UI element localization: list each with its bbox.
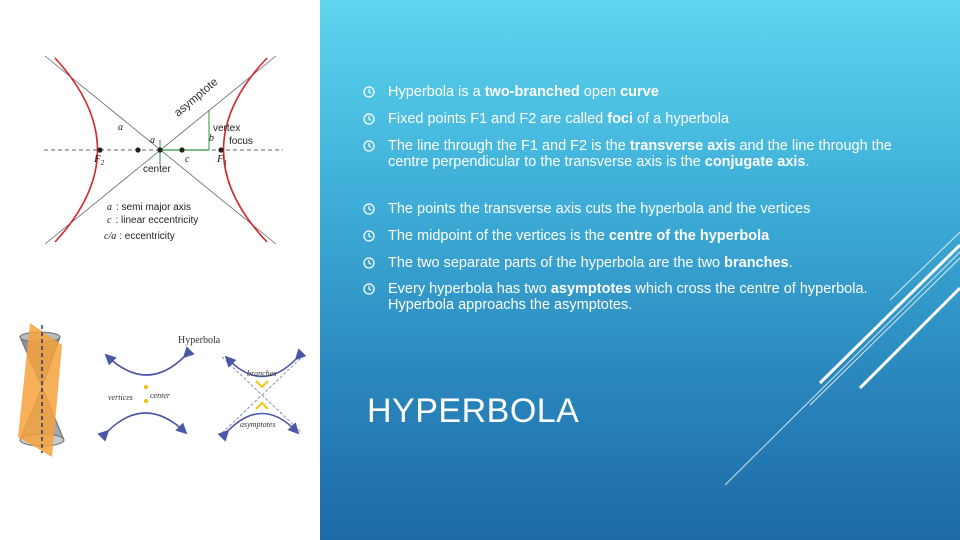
bullet-text-run: The midpoint of the vertices is the xyxy=(388,228,609,244)
left-panel xyxy=(0,0,320,540)
vertex-right-point xyxy=(179,147,184,152)
bullet-text xyxy=(388,255,793,271)
hyperbola-caption: Hyperbola xyxy=(178,335,221,346)
focus-f2-point xyxy=(97,147,102,152)
hyperbola-illustration xyxy=(0,315,320,465)
bullet-item xyxy=(362,111,933,127)
bullet-item xyxy=(362,201,933,217)
bullet-item xyxy=(362,228,933,244)
bullet-text-run: which cross the centre of hyperbola. Hyperbola approachs the asymptotes. xyxy=(388,281,868,313)
clock-icon xyxy=(362,256,376,270)
vertex-label: vertex xyxy=(213,123,241,134)
slide-title: HYPERBOLA xyxy=(367,392,580,430)
bullet-item xyxy=(362,84,933,100)
bullet-emphasis: transverse axis xyxy=(629,138,736,154)
c-label: c xyxy=(185,154,190,165)
bullet-text-run: Hyperbola is a xyxy=(388,84,485,100)
vertices-label: vertices xyxy=(108,393,133,402)
bullet-emphasis: two-branched xyxy=(484,84,580,100)
bullet-text xyxy=(388,84,659,100)
bullet-text xyxy=(388,138,892,170)
hyperbola-right-branch xyxy=(224,58,268,242)
clock-icon xyxy=(362,202,376,216)
vertices-sketch xyxy=(107,356,185,432)
focus-f1-point xyxy=(218,147,223,152)
focus-label: focus xyxy=(229,136,253,147)
bullet-text-run: . xyxy=(788,255,793,271)
a-label-center: a xyxy=(150,135,155,146)
f1-label: $F_1$ xyxy=(217,153,228,167)
center-label: center xyxy=(143,164,171,175)
clock-icon xyxy=(362,139,376,153)
bullet-text-run: . xyxy=(805,154,810,170)
bullet-emphasis: centre of the hyperbola xyxy=(608,228,770,244)
bullet-item xyxy=(362,281,933,313)
double-cone-icon xyxy=(18,323,64,457)
legend-line-c: c : linear eccentricity xyxy=(107,215,199,226)
bullet-text xyxy=(388,111,729,127)
bullet-emphasis: asymptotes xyxy=(550,281,632,297)
asymptote-label: asymptote xyxy=(172,75,221,120)
bullet-emphasis: curve xyxy=(620,84,659,100)
bullet-item xyxy=(362,138,933,170)
vertex-left-point xyxy=(135,147,140,152)
bullet-emphasis: branches xyxy=(724,255,789,271)
bullet-text-run: and the line through the centre perpendicular to the transverse axis is the xyxy=(388,138,892,170)
clock-icon xyxy=(362,282,376,296)
hyperbola-diagram xyxy=(0,0,320,260)
asymptotes-label: asymptotes xyxy=(240,420,276,429)
a-label: a xyxy=(118,122,123,133)
legend-line-a: a : semi major axis xyxy=(107,202,192,213)
center-label-2: center xyxy=(150,391,170,400)
f2-label: $F_2$ xyxy=(94,153,105,167)
bullet-text-run: Fixed points F1 and F2 are called xyxy=(388,111,608,127)
bullet-text-run: The points the transverse axis cuts the hyperbola and the vertices xyxy=(388,201,811,217)
bullet-item xyxy=(362,255,933,271)
bullet-text-run: open xyxy=(579,84,621,100)
legend-line-ca: c/a : eccentricity xyxy=(104,231,175,242)
bullet-text-run: The two separate parts of the hyperbola are the two xyxy=(388,255,725,271)
bullet-emphasis: conjugate axis xyxy=(704,154,806,170)
branches-label: branches xyxy=(247,369,277,378)
clock-icon xyxy=(362,85,376,99)
bullet-text-run: The line through the F1 and F2 is the xyxy=(388,138,630,154)
bullet-emphasis: foci xyxy=(607,111,634,127)
b-label: b xyxy=(209,133,214,144)
bullet-text xyxy=(388,228,769,244)
clock-icon xyxy=(362,229,376,243)
bullet-text xyxy=(388,281,868,313)
branches-sketch xyxy=(222,357,302,433)
bullet-text xyxy=(388,201,810,217)
bullet-text-run: of a hyperbola xyxy=(633,111,729,127)
center-point xyxy=(157,147,162,152)
bullet-text-run: Every hyperbola has two xyxy=(388,281,551,297)
clock-icon xyxy=(362,112,376,126)
